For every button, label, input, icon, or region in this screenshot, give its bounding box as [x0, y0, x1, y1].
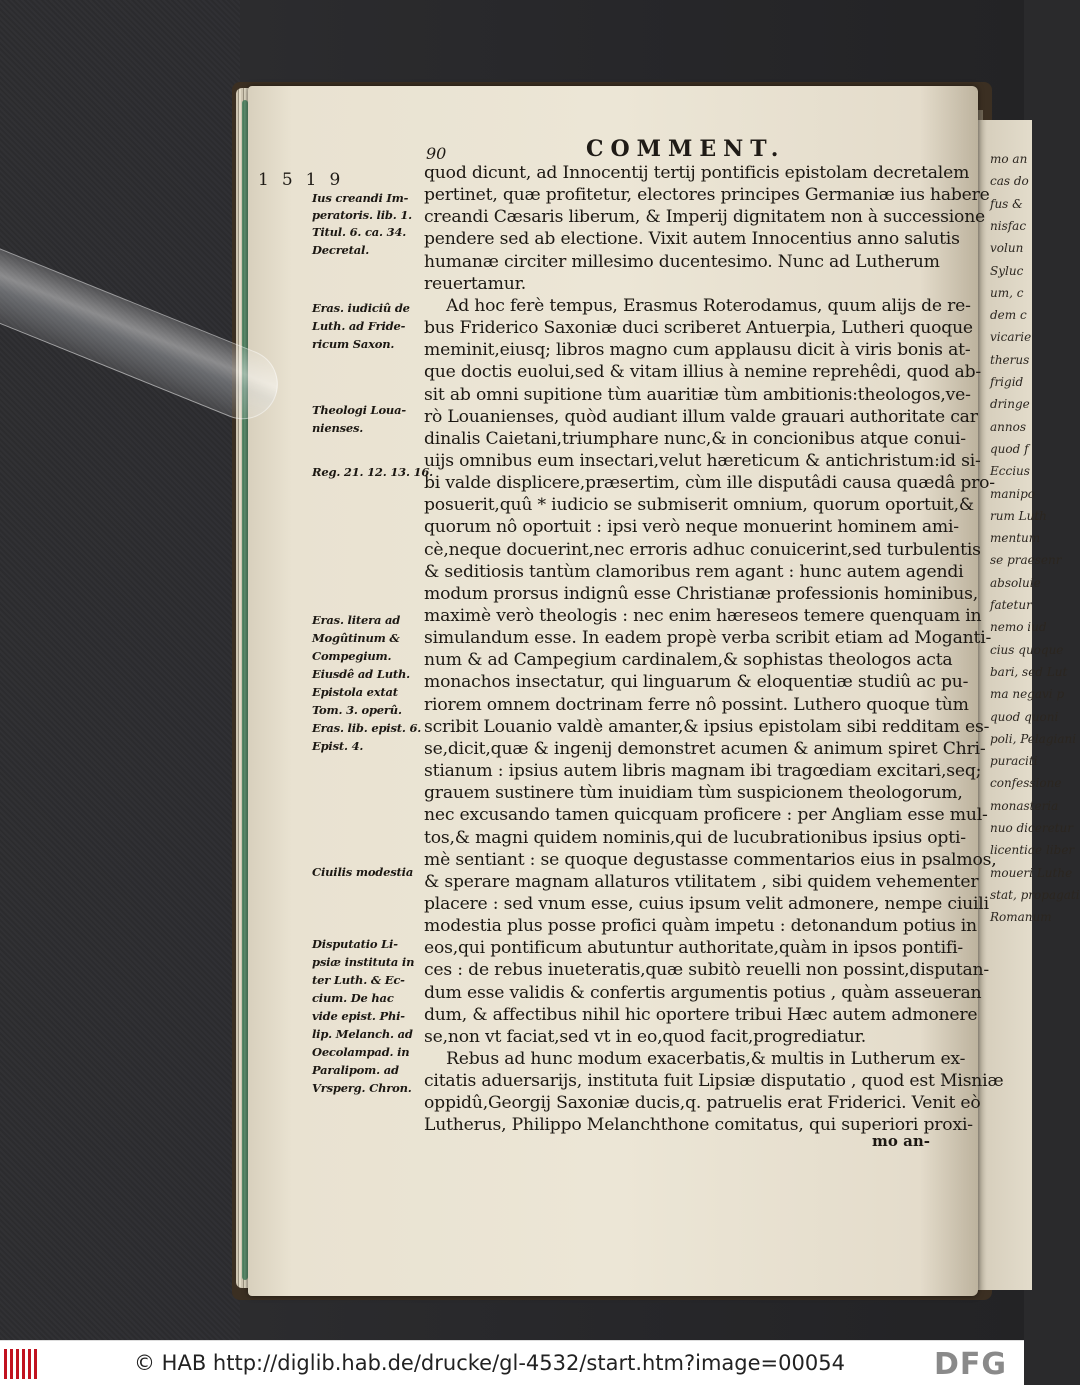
text-line: creandi Cæsaris liberum, & Imperij dignitatem non à successione — [424, 207, 986, 228]
text-line: rò Louanienses, quòd audiant illum valde grauari authoritate car — [424, 406, 978, 427]
text-line: & sperare magnam allaturos vtilitatem , sibi quidem vehementer — [424, 871, 979, 892]
text-line: Lutherus, Philippo Melanchthone comitatus, qui superiori proxi- — [424, 1115, 973, 1136]
margin-note: Titul. 6. ca. 34. — [312, 225, 407, 239]
facing-page-line: quod quoni — [990, 709, 1059, 724]
text-line: meminit,eiusq; libros magno cum applausu dicit à viris bonis at- — [424, 340, 971, 361]
text-line: & seditiosis tantùm clamoribus rem agant : hunc autem agendi — [424, 561, 964, 582]
text-line: uijs omnibus eum insectari,velut hæreticum & antichristum:id si- — [424, 450, 981, 471]
text-line: modestia plus posse profici quàm impetu : detonandum potius in — [424, 916, 977, 937]
text-line: Rebus ad hunc modum exacerbatis,& multis in Lutherum ex- — [446, 1049, 966, 1069]
text-line: num & ad Campegium cardinalem,& sophistas theologos acta — [424, 650, 953, 671]
dfg-logo: DFG — [934, 1347, 1008, 1382]
margin-note: nienses. — [312, 421, 364, 435]
text-line: placere : sed vnum esse, cuius ipsum velit admonere, nempe ciuili — [424, 893, 989, 914]
text-line: monachos insectatur, qui linguarum & eloquentiæ studiû ac pu- — [424, 672, 969, 693]
text-line: cè,neque docuerint,nec erroris adhuc conuicerint,sed turbulentis — [424, 539, 981, 560]
facing-page-line: nemo iud — [990, 620, 1047, 635]
margin-note: Vrsperg. Chron. — [312, 1081, 412, 1095]
margin-note: Eras. lib. epist. 6. — [312, 721, 422, 735]
facing-page-line: absoluie — [990, 575, 1041, 590]
text-line: dinalis Caietani,triumphare nunc,& in concionibus atque conui- — [424, 428, 966, 449]
text-line: sit ab omni supitione tùm auaritiæ tùm ambitionis:theologos,ve- — [424, 384, 971, 405]
copyright-url[interactable]: © HAB http://diglib.hab.de/drucke/gl-4532/start.htm?image=00054 — [134, 1351, 845, 1375]
margin-note: vide epist. Phi- — [312, 1009, 405, 1023]
text-line: grauem sustinere tùm inuidiam tùm suspicionem theologorum, — [424, 783, 963, 804]
text-line: riorem omnem doctrinam ferre nô possint. Luthero quoque tùm — [424, 694, 969, 715]
margin-note: Epistola extat — [312, 685, 398, 699]
facing-page-line: annos — [990, 419, 1026, 434]
margin-note: Ius creandi Im- — [312, 191, 409, 205]
facing-page-line: therus — [990, 352, 1030, 367]
text-line: bi valde displicere,præsertim, cùm ille disputâdi causa quædâ pro- — [424, 473, 995, 494]
margin-note: ter Luth. & Ec- — [312, 973, 405, 987]
facing-page-line: fus & — [990, 196, 1023, 211]
facing-page-line: puraciti — [990, 754, 1038, 769]
facing-page-line: cius quoque — [990, 642, 1064, 657]
text-line: bus Friderico Saxoniæ duci scriberet Antuerpia, Lutheri quoque — [424, 318, 973, 339]
margin-note: Eras. iudiciû de — [312, 301, 410, 315]
margin-note: Theologi Loua- — [312, 403, 406, 417]
facing-page-line: bari, sed Lut — [990, 664, 1068, 679]
margin-note: peratoris. lib. 1. — [312, 208, 412, 222]
text-line: tos,& magni quidem nominis,qui de lucubrationibus ipsius opti- — [424, 827, 966, 848]
facing-page-line: Romanum — [990, 910, 1052, 925]
text-line: pendere sed ab electione. Vixit autem Innocentius anno salutis — [424, 229, 960, 250]
text-line: dum esse validis & confertis argumentis potius , quàm asseueran — [424, 982, 982, 1003]
facing-page-line: dem c — [990, 308, 1027, 323]
text-line: quorum nô oportuit : ipsi verò neque monuerint hominem ami- — [424, 517, 959, 538]
text-line: citatis aduersarijs, instituta fuit Lipsiæ disputatio , quod est Misniæ — [424, 1071, 1004, 1092]
text-line: modum prorsus indignû esse Christianæ professionis hominibus, — [424, 583, 979, 604]
background-cloth — [0, 0, 240, 1340]
text-line: pertinet, quæ profitetur, electores principes Germaniæ ius habere — [424, 185, 990, 206]
facing-page-line: Syluc — [990, 263, 1024, 278]
margin-note: Oecolampad. in — [312, 1045, 410, 1059]
margin-note: cium. De hac — [312, 991, 394, 1005]
text-line: dum, & affectibus nihil hic oportere tribui Hæc autem admonere — [424, 1004, 978, 1025]
facing-page-line: nuo diceretur — [990, 821, 1073, 835]
facing-page-line: fatetur — [990, 598, 1032, 612]
text-line: stianum : ipsius autem libris magnam ibi tragœdiam excitari,seq; — [424, 761, 982, 782]
text-line: posuerit,quû * iudicio se submiserit omnium, quorum oportuit,& — [424, 495, 975, 516]
margin-note: Eras. litera ad — [312, 613, 401, 627]
facing-page-line: manipo — [990, 486, 1036, 501]
facing-page-line: confessione — [990, 776, 1062, 791]
footer-bar — [0, 1340, 1024, 1385]
text-line: oppidû,Georgij Saxoniæ ducis,q. patruelis erat Friderici. Venit eò — [424, 1093, 981, 1114]
text-line: nec excusando tamen quicquam proficere : per Angliam esse mul- — [424, 805, 988, 826]
text-line: humanæ circiter millesimo ducentesimo. Nunc ad Lutherum — [424, 251, 940, 272]
facing-page-line: quod f — [990, 441, 1029, 456]
margin-note: Epist. 4. — [312, 739, 364, 753]
text-line: mè sentiant : se quoque degustasse commentarios eius in psalmos, — [424, 849, 997, 870]
text-line: scribit Louanio valdè amanter,& ipsius epistolam sibi redditam es- — [424, 716, 990, 737]
facing-page-line: frigid — [990, 375, 1024, 389]
margin-note: Paralipom. ad — [312, 1063, 399, 1077]
margin-year: 1519 — [258, 170, 354, 190]
margin-note: Disputatio Li- — [312, 937, 398, 951]
facing-page-line: moueri Luthe — [990, 865, 1073, 880]
facing-page-line: licentiae liber — [990, 843, 1075, 858]
page-number: 90 — [426, 144, 447, 163]
catchword: mo an- — [872, 1132, 930, 1150]
text-line: Ad hoc ferè tempus, Erasmus Roterodamus, quum alijs de re- — [446, 295, 971, 316]
facing-page-line: rum Luth — [990, 508, 1047, 523]
facing-page-line: volun — [990, 241, 1024, 256]
text-line: eos,qui pontificum abutuntur authoritate,quàm in ipsos pontifi- — [424, 938, 963, 959]
margin-note: ricum Saxon. — [312, 337, 395, 351]
margin-note: lip. Melanch. ad — [312, 1027, 413, 1041]
facing-page-line: cas do — [990, 174, 1029, 189]
margin-note: Decretal. — [312, 243, 370, 257]
text-line: quod dicunt, ad Innocentij tertij pontificis epistolam decretalem — [424, 163, 970, 183]
facing-page-line: mo an — [990, 152, 1028, 166]
margin-note: Tom. 3. operû. — [312, 703, 402, 717]
facing-page-line: dringe — [990, 397, 1030, 412]
margin-note: Luth. ad Fride- — [312, 319, 406, 333]
facing-page-line: stat, propagati — [990, 887, 1080, 902]
text-line: se,dicit,quæ & ingenij demonstret acumen & animum spiret Chri- — [424, 738, 986, 759]
text-line: reuertamur. — [424, 273, 526, 294]
facing-page-line: mentum — [990, 531, 1041, 546]
text-line: que doctis euolui,sed & vitam illius à nemine reprehêdi, quod ab- — [424, 362, 982, 383]
margin-note: Ciuilis modestia — [312, 865, 414, 879]
hab-logo-icon — [4, 1349, 38, 1379]
text-line: maximè verò theologis : nec enim hæreseos temere quenquam in — [424, 606, 982, 626]
facing-page-line: Eccius — [990, 464, 1030, 479]
text-line: simulandum esse. In eadem propè verba scribit etiam ad Moganti- — [424, 628, 992, 649]
facing-page-line: um, c — [990, 285, 1024, 300]
text-line: ces : de rebus inueteratis,quæ subitò reuelli non possint,disputan- — [424, 960, 990, 981]
facing-page-line: poli, Pelagiani — [990, 731, 1077, 746]
margin-note: Eiusdê ad Luth. — [312, 667, 410, 681]
facing-page-line: vicarie — [990, 330, 1032, 345]
facing-page-line: ma negavi p — [990, 687, 1065, 702]
margin-note: Reg. 21. 12. 13. 16. — [312, 465, 433, 479]
facing-page-line: se praesenr — [990, 553, 1062, 568]
facing-page-line: monasteria — [990, 798, 1059, 813]
text-line: se,non vt faciat,sed vt in eo,quod facit,progrediatur. — [424, 1026, 867, 1047]
margin-note: psiæ instituta in — [312, 955, 415, 969]
running-head: COMMENT. — [586, 136, 786, 162]
facing-page-line: nisfac — [990, 218, 1027, 233]
margin-note: Mogûtinum & — [312, 631, 400, 645]
margin-note: Compegium. — [312, 649, 392, 663]
